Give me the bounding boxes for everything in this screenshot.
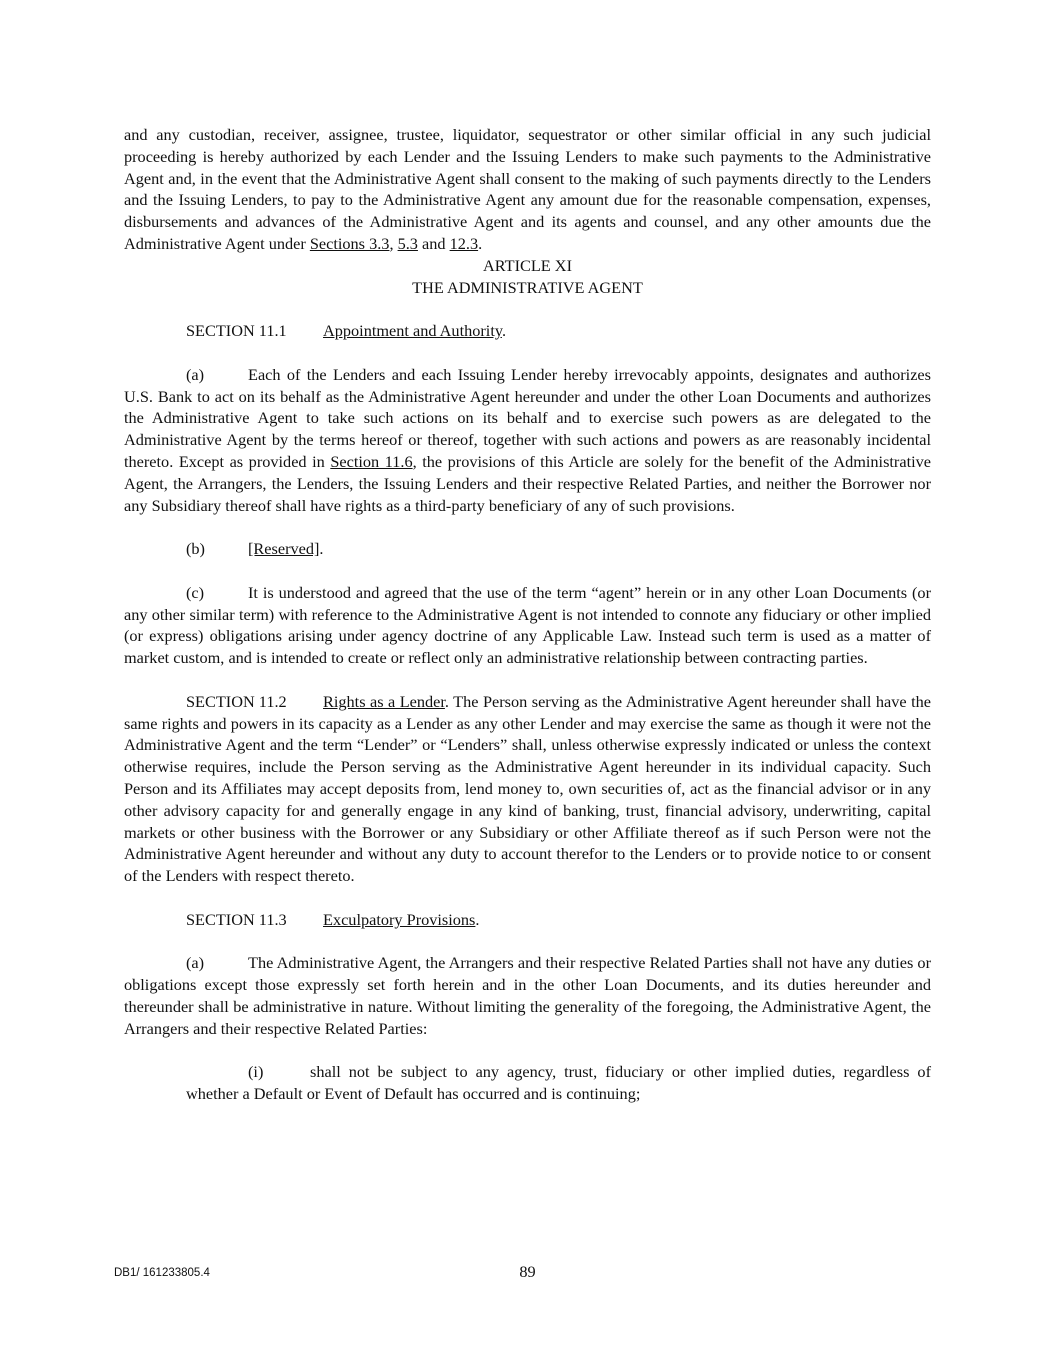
section-11-1-c	[124, 582, 931, 669]
article-number: ARTICLE XI	[482, 255, 572, 275]
section-ref-12-3: 12.3	[449, 233, 479, 253]
clause-text: It is understood and agreed that the use of the term “agent” herein or in any other Loan Documents (or any other similar term) with reference to the Administrative Agent is not intended to connote any fiduciary or other implied (or express) obligations arising under agency doctrine of any Applicable Law. Instead such term is used as a matter of market custom, and is intended to create or reflect only an administrative relationship between contracting parties.	[124, 582, 931, 668]
page-number: 89	[519, 1262, 536, 1281]
continuation-text: and any custodian, receiver, assignee, trustee, liquidator, sequestrator or other similar official in any such judicial proceeding is hereby authorized by each Lender and the Issuing Lenders to make such payments to the Administrative Agent and, in the event that the Administrative Agent shall consent to the making of such payments directly to the Lenders and the Issuing Lenders, to pay to the Administrative Agent any amount due for the reasonable compensation, expenses, disbursements and advances of the Administrative Agent and its agents and counsel, and any other amounts due the Administrative Agent under	[124, 125, 931, 253]
section-11-1-b: (b) [Reserved].	[186, 539, 324, 559]
clause-text: , the provisions of this Article are solely for the benefit of the Administrative Agent, the Arrangers, the Lenders, the Issuing Lenders and their respective Related Parties, and neither the Borrower nor any Subsidiary thereof shall have rights as a third-party beneficiary of any of such provisions.	[124, 451, 931, 515]
section-heading: Exculpatory Provisions	[323, 909, 476, 929]
section-ref-5-3: 5.3	[397, 233, 418, 253]
article-title: THE ADMINISTRATIVE AGENT	[412, 277, 643, 297]
section-11-3-a-i	[186, 1061, 931, 1105]
clause-number: (i)	[248, 1062, 264, 1082]
clause-number: (c)	[186, 582, 205, 602]
document-id: DB1/ 161233805.4	[114, 1267, 210, 1279]
section-label: SECTION 11.1	[186, 321, 287, 341]
section-11-2	[124, 691, 931, 887]
section-label: SECTION 11.2	[186, 691, 287, 711]
clause-number: (a)	[186, 953, 205, 973]
section-heading: Rights as a Lender	[323, 691, 445, 711]
section-11-3-heading: SECTION 11.3 Exculpatory Provisions.	[186, 909, 480, 929]
section-ref-11-6: Section 11.6	[330, 451, 413, 471]
section-11-3-a	[124, 952, 931, 1039]
section-ref-3-3: Sections 3.3	[309, 233, 390, 253]
clause-text: [Reserved]	[248, 539, 320, 559]
clause-number: (a)	[186, 364, 205, 384]
section-11-1-heading: SECTION 11.1 Appointment and Authority.	[186, 321, 507, 341]
clause-number: (b)	[186, 539, 205, 559]
page-body	[124, 124, 931, 1105]
section-11-1-a	[124, 364, 931, 517]
section-label: SECTION 11.3	[186, 909, 287, 929]
clause-text: The Administrative Agent, the Arrangers and their respective Related Parties shall not have any duties or obligations except those expressly set forth herein and in the other Loan Documents, and its duties hereunder and thereunder shall be administrative in nature. Without limiting the generality of the foregoing, the Administrative Agent, the Arrangers and their respective Related Parties:	[124, 953, 931, 1038]
section-text: . The Person serving as the Administrative Agent hereunder shall have the same rights and powers in its capacity as a Lender as any other Lender and may exercise the same as though it were not the Administrative Agent and the term “Lender” or “Lenders” shall, unless otherwise expressly indicated or unless the context otherwise requires, include the Person serving as the Administrative Agent hereunder in its individual capacity. Such Person and its Affiliates may accept deposits from, lend money to, own securities of, act as the financial advisor or in any other advisory capacity for and generally engage in any kind of banking, trust, financial advisory, underwriting, capital markets or other business with the Borrower or any Subsidiary or other Affiliate thereof as if such Person were not the Administrative Agent hereunder and without any duty to account therefor to the Lenders or to provide notice to or consent of the Lenders with respect thereto.	[124, 691, 931, 886]
continuation-paragraph: and any custodian, receiver, assignee, trustee, liquidator, sequestrator or other similar official in any such judicial proceeding is hereby authorized by each Lender and the Issuing Lenders to make such payments to the Administrative Agent and, in the event that the Administrative Agent shall consent to the making of such payments directly to the Lenders and the Issuing Lenders, to pay to the Administrative Agent any amount due for the reasonable compensation, expenses, disbursements and advances of the Administrative Agent and its agents and counsel, and any other amounts due the Administrative Agent under Sections 3.3, 5.3 and 12.3.	[124, 125, 931, 253]
clause-text: shall not be subject to any agency, trust, fiduciary or other implied duties, regardless of whether a Default or Event of Default has occurred and is continuing;	[186, 1062, 931, 1104]
section-heading: Appointment and Authority	[323, 321, 502, 341]
clause-text: Each of the Lenders and each Issuing Lender hereby irrevocably appoints, designates and authorizes U.S. Bank to act on its behalf as the Administrative Agent hereunder and under the other Loan Documents and authorizes the Administrative Agent to take such actions on its behalf and to exercise such powers as are delegated to the Administrative Agent by the terms hereof or thereof, together with such actions and powers as are reasonably incidental thereto. Except as provided in	[124, 364, 931, 471]
